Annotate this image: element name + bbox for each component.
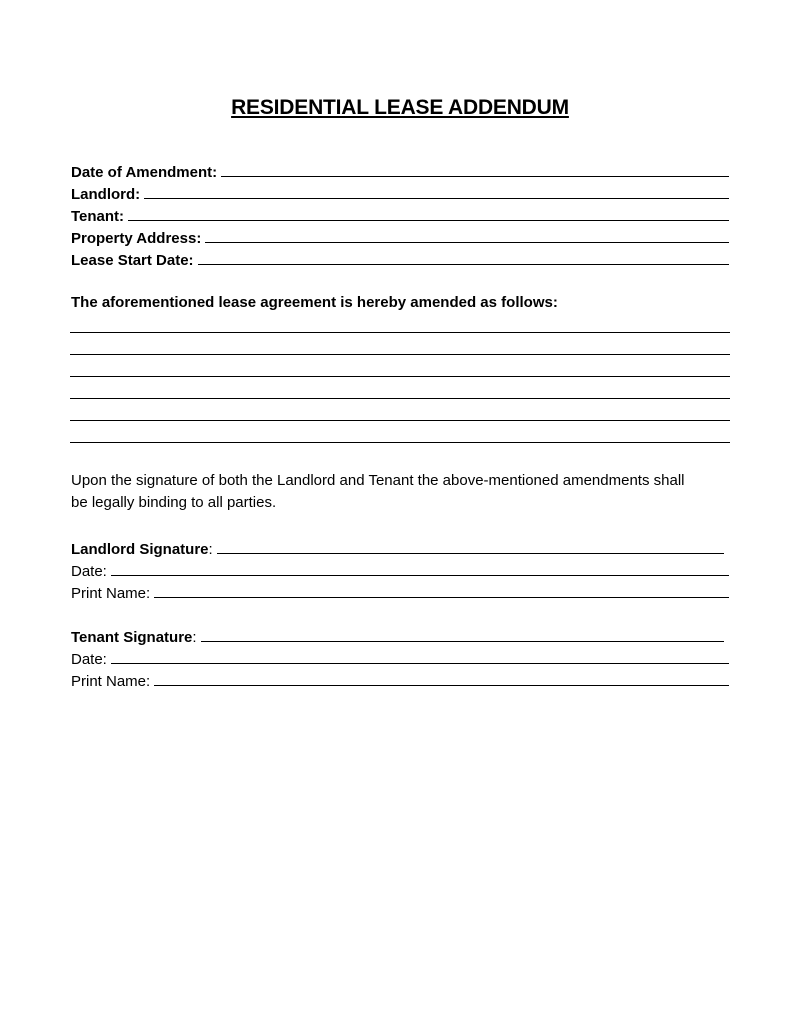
fill-line[interactable] [111,574,729,576]
fill-line[interactable] [111,662,729,664]
fill-line[interactable] [154,596,729,598]
landlord-signature-row [71,536,724,558]
amendment-line[interactable] [70,354,730,355]
landlord-date-row [71,558,729,580]
colon: : [208,541,213,558]
fill-line[interactable] [221,175,729,177]
date-label: Date: [71,563,107,580]
field-landlord [71,181,729,203]
field-label: Lease Start Date: [71,252,194,269]
print-name-label: Print Name: [71,673,151,690]
amendment-line[interactable] [70,376,730,377]
amendment-line[interactable] [70,398,730,399]
binding-statement: Upon the signature of both the Landlord and Tenant the above-mentioned amendments shall be legally binding to all parties. [71,472,685,511]
date-label: Date: [71,651,107,668]
tenant-signature-label: Tenant Signature [71,629,193,646]
fill-line[interactable] [201,640,724,642]
amendment-line[interactable] [70,442,730,443]
field-property-address [71,225,729,247]
field-tenant [71,203,729,225]
amendment-heading: The aforementioned lease agreement is hereby amended as follows: [71,294,558,311]
fill-line[interactable] [198,263,729,265]
tenant-signature-row [71,624,724,646]
landlord-print-name-row [71,580,729,602]
print-name-label: Print Name: [71,585,151,602]
amendment-line[interactable] [70,332,730,333]
fill-line[interactable] [217,552,724,554]
fill-line[interactable] [205,241,729,243]
amendment-line[interactable] [70,420,730,421]
colon: : [192,629,197,646]
document-title: RESIDENTIAL LEASE ADDENDUM [231,96,569,119]
fill-line[interactable] [128,219,729,221]
fill-line[interactable] [154,684,729,686]
field-label: Property Address: [71,230,202,247]
field-date-of-amendment [71,159,729,181]
tenant-print-name-row [71,668,729,690]
tenant-date-row [71,646,729,668]
landlord-signature-label: Landlord Signature [71,541,209,558]
field-lease-start-date [71,247,729,269]
field-label: Date of Amendment: [71,164,218,181]
field-label: Landlord: [71,186,141,203]
fill-line[interactable] [144,197,729,199]
field-label: Tenant: [71,208,125,225]
